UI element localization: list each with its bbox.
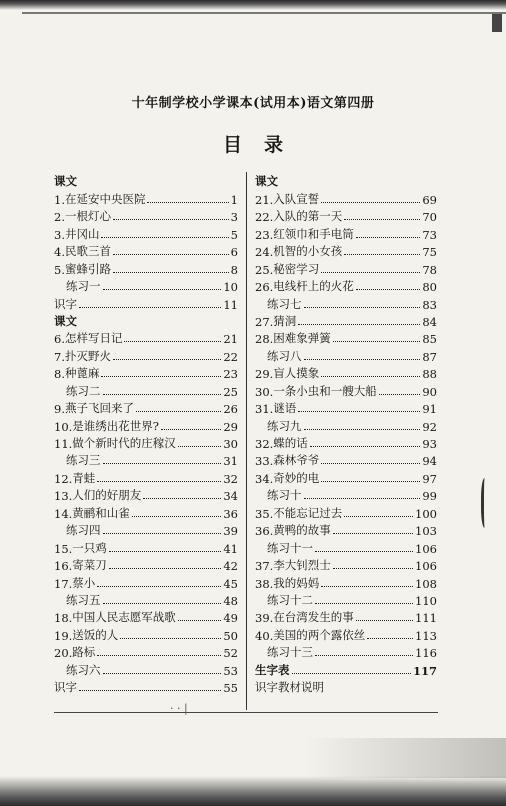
section-title: 课文 <box>255 174 278 189</box>
page-number: 92 <box>422 419 437 434</box>
toc-entry <box>54 399 238 416</box>
entry-number: 23. <box>255 227 274 242</box>
page-number: 91 <box>422 402 437 417</box>
toc-entry <box>54 189 238 206</box>
entry-number: 37. <box>255 559 274 574</box>
page-number: 5 <box>230 227 238 242</box>
entry-number: 14. <box>54 506 73 521</box>
entry-title: 机智的小女孩 <box>273 244 343 259</box>
dot-leader <box>103 533 222 534</box>
entry-number: 29. <box>255 367 274 382</box>
entry-title: 入队的第一天 <box>273 209 343 224</box>
toc-exercise-row <box>255 486 437 503</box>
page-number: 73 <box>422 227 437 242</box>
page-number: 87 <box>422 349 437 364</box>
dot-leader <box>109 551 222 552</box>
entry-title: 在延安中央医院 <box>64 191 146 206</box>
dot-leader <box>147 202 228 203</box>
entry-number: 32. <box>255 437 274 451</box>
toc-entry <box>255 451 437 468</box>
entry-title: 识字 <box>54 680 77 695</box>
toc-entry <box>255 468 437 485</box>
toc-exercise-row <box>255 538 437 555</box>
entry-title: 盲人摸象 <box>273 366 320 381</box>
entry-number: 2. <box>54 210 65 225</box>
page-number: 83 <box>422 297 437 312</box>
entry-title: 黄鸭的故事 <box>273 523 331 538</box>
page-number: 70 <box>422 210 437 225</box>
dot-leader <box>113 359 221 360</box>
page-number: 41 <box>223 541 238 556</box>
dot-leader <box>79 307 221 308</box>
page-number: 69 <box>422 192 437 207</box>
entry-number: 9. <box>54 402 65 417</box>
page-number: 103 <box>415 524 437 539</box>
toc-entry <box>255 329 437 346</box>
entry-title: 生字表 <box>255 662 290 677</box>
bottom-rule <box>54 712 438 713</box>
page-number: 85 <box>422 332 437 347</box>
entry-number: 16. <box>54 559 73 574</box>
entry-title: 练习十 <box>267 488 302 503</box>
toc-entry <box>255 434 437 451</box>
entry-title: 是谁绣出花世界? <box>72 418 159 433</box>
entry-title: 一只鸡 <box>72 540 107 555</box>
entry-title: 练习九 <box>267 418 302 433</box>
entry-number: 26. <box>255 280 274 295</box>
dot-leader <box>304 498 421 499</box>
toc-entry <box>54 486 238 503</box>
dot-leader <box>379 394 421 395</box>
dot-leader <box>321 376 420 377</box>
page-number: 45 <box>223 576 238 591</box>
dot-leader <box>321 272 420 273</box>
toc-entry <box>54 242 238 259</box>
column-divider <box>246 172 247 710</box>
page-number: 34 <box>223 489 238 504</box>
dot-leader <box>120 638 221 639</box>
page-number: 113 <box>415 628 437 643</box>
page-number: 23 <box>223 367 238 382</box>
dot-leader <box>304 359 421 360</box>
dot-leader <box>161 429 221 430</box>
entry-number: 4. <box>54 245 65 260</box>
toc-entry <box>255 259 437 276</box>
entry-title: 不能忘记过去 <box>273 505 343 520</box>
dot-leader <box>304 429 421 430</box>
entry-title: 燕子飞回来了 <box>64 401 134 416</box>
dot-leader <box>103 394 222 395</box>
entry-number: 18. <box>54 611 73 626</box>
entry-title: 入队宣誓 <box>273 191 320 206</box>
dot-leader <box>344 254 420 255</box>
page-number: 50 <box>223 628 238 643</box>
toc-entry <box>54 434 238 451</box>
page-number: 49 <box>223 611 238 626</box>
toc-entry <box>255 503 437 520</box>
dot-leader <box>304 307 421 308</box>
toc-left-column <box>54 172 238 695</box>
page-number: 80 <box>422 280 437 295</box>
dot-leader <box>315 603 413 604</box>
toc-entry <box>255 364 437 381</box>
entry-number: 27. <box>255 314 274 329</box>
toc-exercise-row <box>54 451 238 468</box>
page-number: 111 <box>415 611 437 626</box>
entry-title: 识字 <box>54 296 77 311</box>
page-number: 29 <box>223 419 238 434</box>
entry-title: 练习四 <box>66 523 101 538</box>
section-title: 课文 <box>54 313 77 328</box>
entry-title: 练习三 <box>66 453 101 468</box>
dot-leader <box>113 272 229 273</box>
scan-top-edge <box>0 0 506 10</box>
entry-title: 电线杆上的火花 <box>273 279 354 294</box>
toc-entry <box>255 556 437 573</box>
entry-title: 民歌三首 <box>64 244 111 259</box>
dot-leader <box>333 568 413 569</box>
dot-leader <box>292 673 411 674</box>
toc-entry <box>54 625 238 642</box>
entry-title: 一条小虫和一艘大船 <box>273 383 377 398</box>
entry-title: 奇妙的电 <box>273 470 320 485</box>
page-number: 97 <box>422 471 437 486</box>
page-number: 32 <box>223 471 238 486</box>
entry-number: 11. <box>54 437 73 451</box>
dot-leader <box>333 533 413 534</box>
page-number: 93 <box>422 437 437 451</box>
page-number: 11 <box>223 297 238 312</box>
page-number: 52 <box>223 646 238 661</box>
page-number: 39 <box>223 524 238 539</box>
page-number: 106 <box>415 559 437 574</box>
entry-title: 森林爷爷 <box>273 453 320 468</box>
top-rule <box>22 12 506 14</box>
toc-heading: 目录 <box>222 134 305 156</box>
pen-mark: · · | <box>170 702 188 715</box>
dot-leader <box>298 324 420 325</box>
dot-leader <box>97 481 221 482</box>
page-number: 22 <box>223 349 238 364</box>
toc-entry <box>54 364 238 381</box>
entry-title: 练习五 <box>66 592 101 607</box>
entry-number: 20. <box>54 646 73 661</box>
entry-title: 蜜蜂引路 <box>64 261 111 276</box>
toc-entry <box>255 399 437 416</box>
toc-entry <box>54 207 238 224</box>
entry-number: 34. <box>255 471 274 486</box>
dot-leader <box>344 219 420 220</box>
toc-entry <box>255 381 437 398</box>
entry-title: 一根灯心 <box>64 209 111 224</box>
page-number: 55 <box>223 681 238 696</box>
dot-leader <box>136 411 221 412</box>
entry-number: 13. <box>54 489 73 504</box>
toc-section-heading <box>255 172 437 189</box>
entry-number: 5. <box>54 262 65 277</box>
entry-number: 22. <box>255 210 274 225</box>
entry-title: 红领巾和手电筒 <box>273 226 354 241</box>
page-number: 75 <box>422 245 437 260</box>
toc-entry <box>54 573 238 590</box>
entry-title: 寄菜刀 <box>72 558 107 573</box>
page-number: 42 <box>223 559 238 574</box>
entry-number: 10. <box>54 419 73 434</box>
entry-title: 练习一 <box>66 279 101 294</box>
entry-number: 39. <box>255 611 274 626</box>
entry-number: 30. <box>255 384 274 399</box>
entry-title: 练习十三 <box>267 645 313 660</box>
entry-number: 3. <box>54 227 65 242</box>
toc-entry <box>54 643 238 660</box>
page-number: 99 <box>422 489 437 504</box>
dot-leader <box>367 638 413 639</box>
entry-number: 38. <box>255 576 274 591</box>
entry-title: 练习十一 <box>267 540 313 555</box>
dot-leader <box>103 673 222 674</box>
entry-title: 做个新时代的庄稼汉 <box>72 436 176 450</box>
scan-shadow <box>0 738 506 778</box>
toc-right-column <box>255 172 437 695</box>
dot-leader <box>103 463 222 464</box>
entry-title: 在台湾发生的事 <box>273 610 354 625</box>
dot-leader <box>103 289 222 290</box>
entry-number: 7. <box>54 349 65 364</box>
page-number: 48 <box>223 593 238 608</box>
entry-title: 练习二 <box>66 383 101 398</box>
section-title: 课文 <box>54 174 77 189</box>
entry-title: 练习十二 <box>267 592 313 607</box>
page-number: 30 <box>223 437 238 451</box>
entry-title: 路标 <box>72 645 96 660</box>
entry-title: 种蓖麻 <box>64 366 100 381</box>
entry-number: 25. <box>255 262 274 277</box>
toc-exercise-row <box>54 591 238 608</box>
entry-title: 猜洞 <box>273 313 297 328</box>
toc-exercise-row <box>54 381 238 398</box>
page-number: 31 <box>223 454 238 469</box>
toc-entry <box>255 224 437 241</box>
dot-leader <box>321 202 420 203</box>
entry-title: 李大钊烈士 <box>273 558 331 573</box>
entry-number: 6. <box>54 332 65 347</box>
entry-title: 练习六 <box>66 662 101 677</box>
page-number: 6 <box>230 245 238 260</box>
toc-entry <box>54 259 238 276</box>
entry-number: 21. <box>255 192 274 207</box>
dot-leader <box>132 516 222 517</box>
toc-entry <box>255 277 437 294</box>
entry-number: 1. <box>54 192 65 207</box>
page-number: 117 <box>412 663 437 678</box>
toc-exercise-row <box>255 346 437 363</box>
dot-leader <box>178 620 222 621</box>
toc-entry <box>255 189 437 206</box>
page-number: 26 <box>223 402 238 417</box>
toc-entry <box>54 416 238 433</box>
dot-leader <box>101 376 221 377</box>
toc-entry <box>255 608 437 625</box>
dot-leader <box>356 237 421 238</box>
dot-leader <box>315 551 413 552</box>
page-number: 78 <box>422 262 437 277</box>
toc-exercise-row <box>54 660 238 677</box>
entry-title: 谜语 <box>273 401 297 416</box>
page-number: 106 <box>415 541 437 556</box>
toc-entry <box>54 503 238 520</box>
entry-title: 黄鹂和山雀 <box>72 505 130 520</box>
page-number: 8 <box>230 262 238 277</box>
entry-title: 中国人民志愿军战歌 <box>72 610 176 625</box>
page-number: 21 <box>223 332 238 347</box>
toc-entry <box>54 329 238 346</box>
toc-entry <box>255 312 437 329</box>
entry-title: 困难象弹簧 <box>273 331 331 346</box>
dot-leader <box>321 463 420 464</box>
toc-entry <box>255 521 437 538</box>
entry-number: 8. <box>54 367 65 382</box>
dot-leader <box>321 481 420 482</box>
entry-number: 28. <box>255 332 274 347</box>
toc-entry <box>54 678 238 695</box>
corner-mark <box>492 14 502 32</box>
toc-exercise-row <box>255 416 437 433</box>
page-number: 110 <box>415 593 437 608</box>
dot-leader <box>113 219 229 220</box>
page-number: 84 <box>422 314 437 329</box>
dot-leader <box>315 655 413 656</box>
entry-number: 36. <box>255 524 274 539</box>
dot-leader <box>109 568 222 569</box>
toc-entry <box>54 608 238 625</box>
toc-entry <box>54 346 238 363</box>
toc-entry <box>255 207 437 224</box>
toc-entry <box>255 573 437 590</box>
entry-number: 12. <box>54 471 73 486</box>
entry-title: 蔡小 <box>72 575 96 590</box>
page-number: 108 <box>415 576 437 591</box>
binding-mark <box>481 478 490 528</box>
dot-leader <box>333 341 421 342</box>
dot-leader <box>97 655 221 656</box>
entry-title: 美国的两个露依丝 <box>273 627 366 642</box>
entry-number: 40. <box>255 628 274 643</box>
dot-leader <box>344 516 413 517</box>
dot-leader <box>310 446 421 447</box>
toc-exercise-row <box>54 277 238 294</box>
entry-title: 怎样写日记 <box>64 331 123 346</box>
toc-entry <box>54 556 238 573</box>
page-number: 36 <box>223 506 238 521</box>
dot-leader <box>356 620 413 621</box>
entry-title: 秘密学习 <box>273 261 320 276</box>
dot-leader <box>79 690 221 691</box>
toc-entry <box>255 678 437 695</box>
toc-entry <box>255 660 437 677</box>
entry-title: 蝶的话 <box>273 436 308 450</box>
toc-exercise-row <box>255 591 437 608</box>
page-number: 90 <box>422 384 437 399</box>
entry-title: 识字教材说明 <box>255 680 324 695</box>
page-number: 88 <box>422 367 437 382</box>
page-number: 100 <box>415 506 437 521</box>
toc-section-heading <box>54 172 238 189</box>
dot-leader <box>101 237 228 238</box>
entry-title: 练习八 <box>267 348 302 363</box>
dot-leader <box>97 586 221 587</box>
entry-number: 17. <box>54 576 73 591</box>
page-number: 53 <box>223 663 238 678</box>
page-number: 1 <box>230 192 238 207</box>
entry-title: 人们的好朋友 <box>72 488 142 503</box>
entry-title: 井冈山 <box>64 226 100 241</box>
toc-exercise-row <box>255 294 437 311</box>
toc-entry <box>54 294 238 311</box>
toc-entry <box>255 625 437 642</box>
entry-number: 19. <box>54 628 73 643</box>
entry-title: 青蛙 <box>72 470 96 485</box>
entry-title: 练习七 <box>267 296 302 311</box>
toc-entry <box>255 242 437 259</box>
toc-entry <box>54 224 238 241</box>
dot-leader <box>113 254 229 255</box>
entry-title: 扑灭野火 <box>64 348 111 363</box>
entry-number: 15. <box>54 541 73 556</box>
page-number: 116 <box>415 646 437 661</box>
dot-leader <box>178 446 222 447</box>
toc-section-heading <box>54 312 238 329</box>
dot-leader <box>103 603 222 604</box>
entry-title: 送饭的人 <box>72 627 119 642</box>
dot-leader <box>298 411 420 412</box>
toc-entry <box>54 468 238 485</box>
toc-exercise-row <box>255 643 437 660</box>
page-number: 25 <box>223 384 238 399</box>
entry-number: 24. <box>255 245 274 260</box>
entry-number: 31. <box>255 402 274 417</box>
page-number: 3 <box>230 210 238 225</box>
page-number: 94 <box>422 454 437 469</box>
dot-leader <box>124 341 221 342</box>
entry-number: 33. <box>255 454 274 469</box>
dot-leader <box>143 498 221 499</box>
page-number: 10 <box>223 280 238 295</box>
scan-bottom-edge <box>0 776 506 806</box>
dot-leader <box>356 289 421 290</box>
toc-entry <box>54 538 238 555</box>
entry-title: 我的妈妈 <box>273 575 320 590</box>
dot-leader <box>321 586 413 587</box>
toc-exercise-row <box>54 521 238 538</box>
entry-number: 35. <box>255 506 274 521</box>
book-title: 十年制学校小学课本(试用本)语文第四册 <box>131 96 375 111</box>
